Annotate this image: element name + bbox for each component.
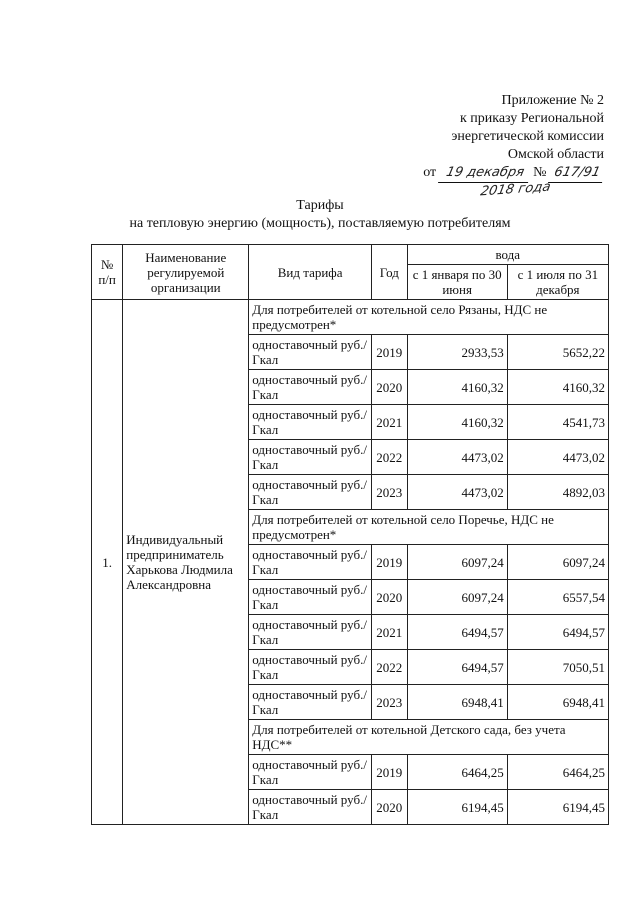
tariff-type-cell: одноставочный руб./Гкал (249, 615, 372, 650)
header-num: № п/п (92, 245, 123, 300)
document-title (0, 197, 640, 233)
value-period-1-cell: 6097,24 (407, 545, 507, 580)
organization-name: Индивидуальный предприниматель Харькова Людмила Александровна (123, 300, 249, 825)
from-label: от (423, 165, 437, 180)
value-period-1-cell: 6494,57 (407, 650, 507, 685)
header-water: вода (407, 245, 608, 265)
value-period-1-cell: 4473,02 (407, 440, 507, 475)
value-period-2-cell: 4892,03 (507, 475, 608, 510)
section-title: Для потребителей от котельной Детского сада, без учета НДС** (249, 720, 609, 755)
value-period-2-cell: 6557,54 (507, 580, 608, 615)
tariff-type-cell: одноставочный руб./Гкал (249, 580, 372, 615)
tariff-type-cell: одноставочный руб./Гкал (249, 475, 372, 510)
year-cell: 2021 (372, 615, 408, 650)
tariff-type-cell: одноставочный руб./Гкал (249, 440, 372, 475)
number-label: № (533, 165, 547, 180)
title-line-2: на тепловую энергию (мощность), поставляемую потребителям (129, 216, 511, 231)
value-period-2-cell: 6194,45 (507, 790, 608, 825)
value-period-1-cell: 4160,32 (407, 405, 507, 440)
year-cell: 2023 (372, 475, 408, 510)
value-period-1-cell: 4473,02 (407, 475, 507, 510)
value-period-1-cell: 4160,32 (407, 370, 507, 405)
year-cell: 2022 (372, 440, 408, 475)
header-year: Год (372, 245, 408, 300)
appendix-header (423, 92, 604, 184)
tariff-type-cell: одноставочный руб./Гкал (249, 405, 372, 440)
year-cell: 2020 (372, 580, 408, 615)
handwritten-year: 2018 года (479, 179, 552, 200)
year-cell: 2019 (372, 755, 408, 790)
value-period-1-cell: 6464,25 (407, 755, 507, 790)
value-period-2-cell: 6097,24 (507, 545, 608, 580)
value-period-2-cell: 4541,73 (507, 405, 608, 440)
tariff-table (91, 244, 609, 825)
value-period-1-cell: 2933,53 (407, 335, 507, 370)
value-period-2-cell: 6948,41 (507, 685, 608, 720)
year-cell: 2021 (372, 405, 408, 440)
tariff-type-cell: одноставочный руб./Гкал (249, 755, 372, 790)
section-title: Для потребителей от котельной село Поречье, НДС не предусмотрен* (249, 510, 609, 545)
tariff-type-cell: одноставочный руб./Гкал (249, 685, 372, 720)
value-period-2-cell: 6494,57 (507, 615, 608, 650)
value-period-1-cell: 6948,41 (407, 685, 507, 720)
year-cell: 2022 (372, 650, 408, 685)
year-cell: 2020 (372, 790, 408, 825)
value-period-2-cell: 4473,02 (507, 440, 608, 475)
section-title: Для потребителей от котельной село Рязаны, НДС не предусмотрен* (249, 300, 609, 335)
value-period-2-cell: 6464,25 (507, 755, 608, 790)
year-cell: 2019 (372, 545, 408, 580)
year-cell: 2020 (372, 370, 408, 405)
section-row (92, 300, 609, 335)
header-organization: Наименование регулируемой организации (123, 245, 249, 300)
tariff-table-body (92, 300, 609, 825)
header-period-2: с 1 июля по 31 декабря (507, 265, 608, 300)
value-period-1-cell: 6097,24 (407, 580, 507, 615)
value-period-1-cell: 6194,45 (407, 790, 507, 825)
tariff-type-cell: одноставочный руб./Гкал (249, 650, 372, 685)
tariff-type-cell: одноставочный руб./Гкал (249, 545, 372, 580)
tariff-type-cell: одноставочный руб./Гкал (249, 335, 372, 370)
value-period-2-cell: 4160,32 (507, 370, 608, 405)
tariff-type-cell: одноставочный руб./Гкал (249, 790, 372, 825)
header-period-1: с 1 января по 30 июня (407, 265, 507, 300)
header-tariff-type: Вид тарифа (249, 245, 372, 300)
year-cell: 2019 (372, 335, 408, 370)
handwritten-number: 617/91 (548, 164, 606, 183)
appendix-line: Омской области (507, 147, 604, 162)
title-line-1: Тарифы (296, 198, 344, 213)
appendix-line: к приказу Региональной (459, 111, 604, 126)
value-period-2-cell: 5652,22 (507, 335, 608, 370)
appendix-line: Приложение № 2 (501, 93, 604, 108)
handwritten-date: 19 декабря (438, 164, 532, 183)
appendix-line: энергетической комиссии (451, 129, 604, 144)
tariff-type-cell: одноставочный руб./Гкал (249, 370, 372, 405)
value-period-1-cell: 6494,57 (407, 615, 507, 650)
value-period-2-cell: 7050,51 (507, 650, 608, 685)
year-cell: 2023 (372, 685, 408, 720)
row-number: 1. (92, 300, 123, 825)
order-date-line (423, 164, 604, 184)
